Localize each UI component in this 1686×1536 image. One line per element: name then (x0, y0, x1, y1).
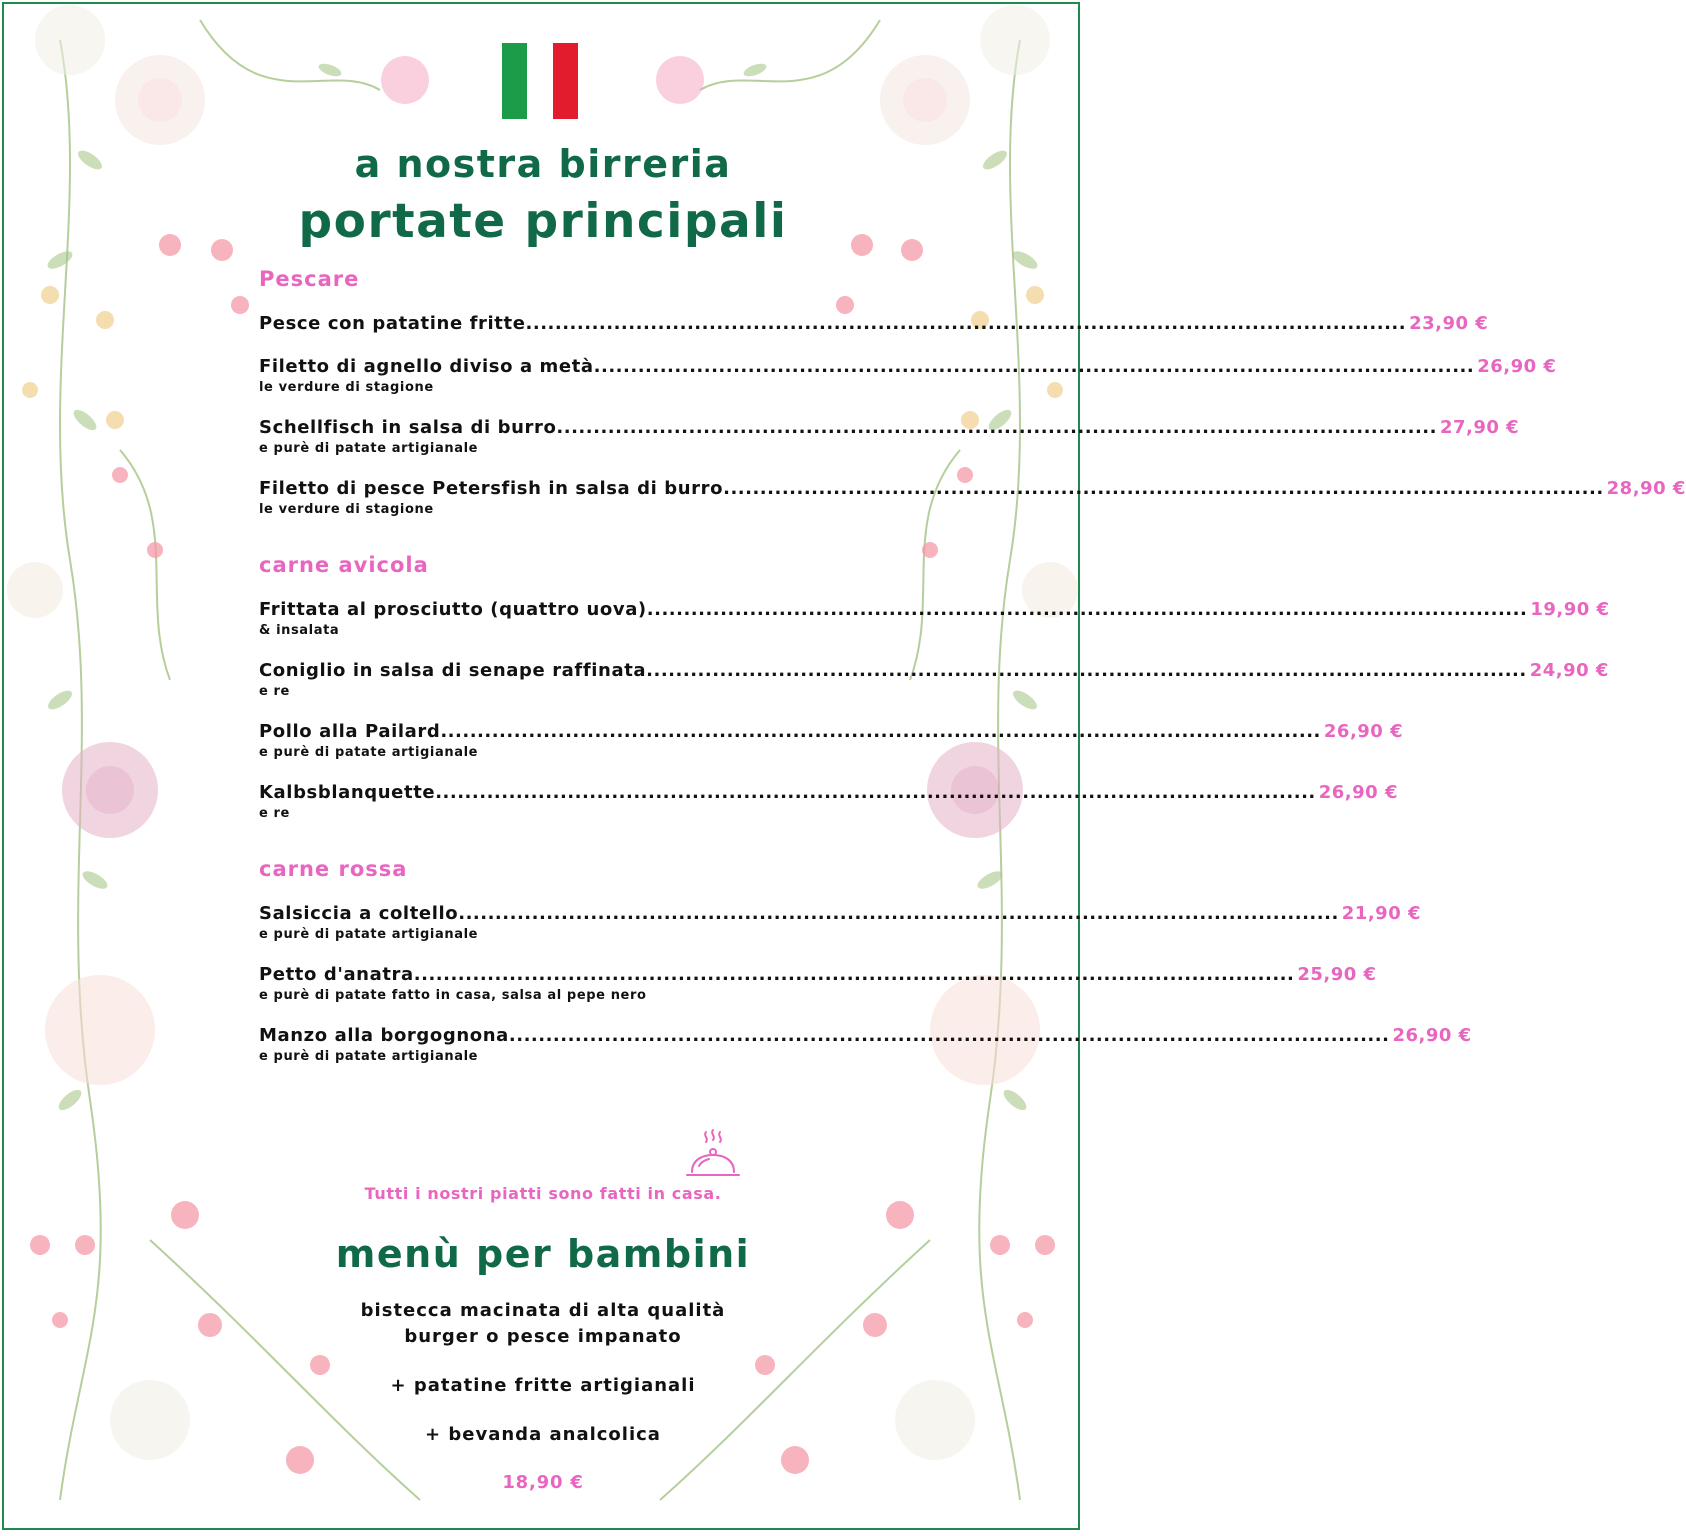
page-title: portate principali (298, 194, 788, 249)
menu-section (259, 267, 1686, 517)
dish-description: e purè di patate artigianale (259, 441, 479, 456)
dish-price: 26,90 € (1477, 356, 1557, 377)
kids-menu-price: 18,90 € (502, 1472, 584, 1493)
kids-menu-line: bistecca macinata di alta qualità (360, 1300, 726, 1321)
menu-item (259, 478, 1686, 517)
dish-name: Kalbsblanquette (259, 782, 436, 803)
cloche-icon (684, 1128, 740, 1186)
menu-item (259, 356, 1557, 395)
kids-menu-line: + bevanda analcolica (425, 1424, 661, 1445)
dish-price: 28,90 € (1606, 478, 1686, 499)
menu-list (259, 267, 1686, 1086)
section-title: carne avicola (259, 553, 429, 577)
dish-description: & insalata (259, 623, 340, 638)
menu-item (259, 1025, 1472, 1064)
dish-name: Pesce con patatine fritte (259, 313, 526, 334)
restaurant-title: a nostra birreria (354, 142, 732, 186)
dish-name: Schellfisch in salsa di burro (259, 417, 557, 438)
menu-item (259, 782, 1398, 821)
dish-name: Coniglio in salsa di senape raffinata (259, 660, 647, 681)
menu-item (259, 599, 1610, 638)
dish-description: e purè di patate artigianale (259, 927, 479, 942)
dot-leader: ........................................................................................................................ (440, 721, 1321, 742)
dish-price: 23,90 € (1409, 313, 1489, 334)
dish-description: le verdure di stagione (259, 380, 434, 395)
section-title: carne rossa (259, 857, 408, 881)
menu-item (259, 903, 1422, 942)
dish-name: Filetto di agnello diviso a metà (259, 356, 594, 377)
dot-leader: ........................................................................................................................ (556, 417, 1437, 438)
dish-description: e purè di patate artigianale (259, 1049, 479, 1064)
dish-description: e re (259, 684, 290, 699)
dish-price: 25,90 € (1297, 964, 1377, 985)
dot-leader: ........................................................................................................................ (525, 313, 1407, 334)
dish-name: Pollo alla Pailard (259, 721, 441, 742)
dish-price: 27,90 € (1439, 417, 1520, 438)
dish-price: 26,90 € (1318, 782, 1398, 803)
dot-leader: ........................................................................................................................ (458, 903, 1339, 924)
dish-price: 26,90 € (1323, 721, 1404, 742)
dish-price: 26,90 € (1392, 1025, 1472, 1046)
dish-description: e re (259, 806, 290, 821)
dot-leader: ........................................................................................................................ (508, 1025, 1390, 1046)
menu-item (259, 721, 1404, 760)
dish-name: Petto d'anatra (259, 964, 414, 985)
kids-menu-title: menù per bambini (335, 1232, 751, 1276)
menu-item (259, 313, 1489, 334)
flag-red-stripe (553, 43, 578, 119)
dish-price: 19,90 € (1530, 599, 1610, 620)
dish-description: e purè di patate artigianale (259, 745, 479, 760)
dish-price: 24,90 € (1529, 660, 1609, 681)
dish-name: Frittata al prosciutto (quattro uova) (259, 599, 647, 620)
dot-leader: ........................................................................................................................ (413, 964, 1295, 985)
menu-section (259, 553, 1610, 821)
dot-leader: ........................................................................................................................ (723, 478, 1604, 499)
menu-section (259, 857, 1472, 1064)
dot-leader: ........................................................................................................................ (646, 599, 1528, 620)
menu-item (259, 660, 1609, 699)
flag-green-stripe (502, 43, 527, 119)
dot-leader: ........................................................................................................................ (646, 660, 1527, 681)
dish-description: e purè di patate fatto in casa, salsa al pepe nero (259, 988, 647, 1003)
italian-flag-icon (502, 43, 578, 119)
dish-name: Manzo alla borgognona (259, 1025, 509, 1046)
dish-price: 21,90 € (1341, 903, 1422, 924)
kids-menu-line: burger o pesce impanato (404, 1326, 682, 1347)
dish-description: le verdure di stagione (259, 502, 434, 517)
menu-item (259, 964, 1377, 1003)
kids-menu-line: + patatine fritte artigianali (390, 1375, 696, 1396)
menu-item (259, 417, 1520, 456)
dish-name: Salsiccia a coltello (259, 903, 459, 924)
homemade-note: Tutti i nostri piatti sono fatti in casa. (364, 1184, 722, 1203)
flag-white-stripe (527, 43, 552, 119)
dot-leader: ........................................................................................................................ (435, 782, 1316, 803)
section-title: Pescare (259, 267, 360, 291)
dish-name: Filetto di pesce Petersfish in salsa di burro (259, 478, 724, 499)
dot-leader: ........................................................................................................................ (593, 356, 1475, 377)
